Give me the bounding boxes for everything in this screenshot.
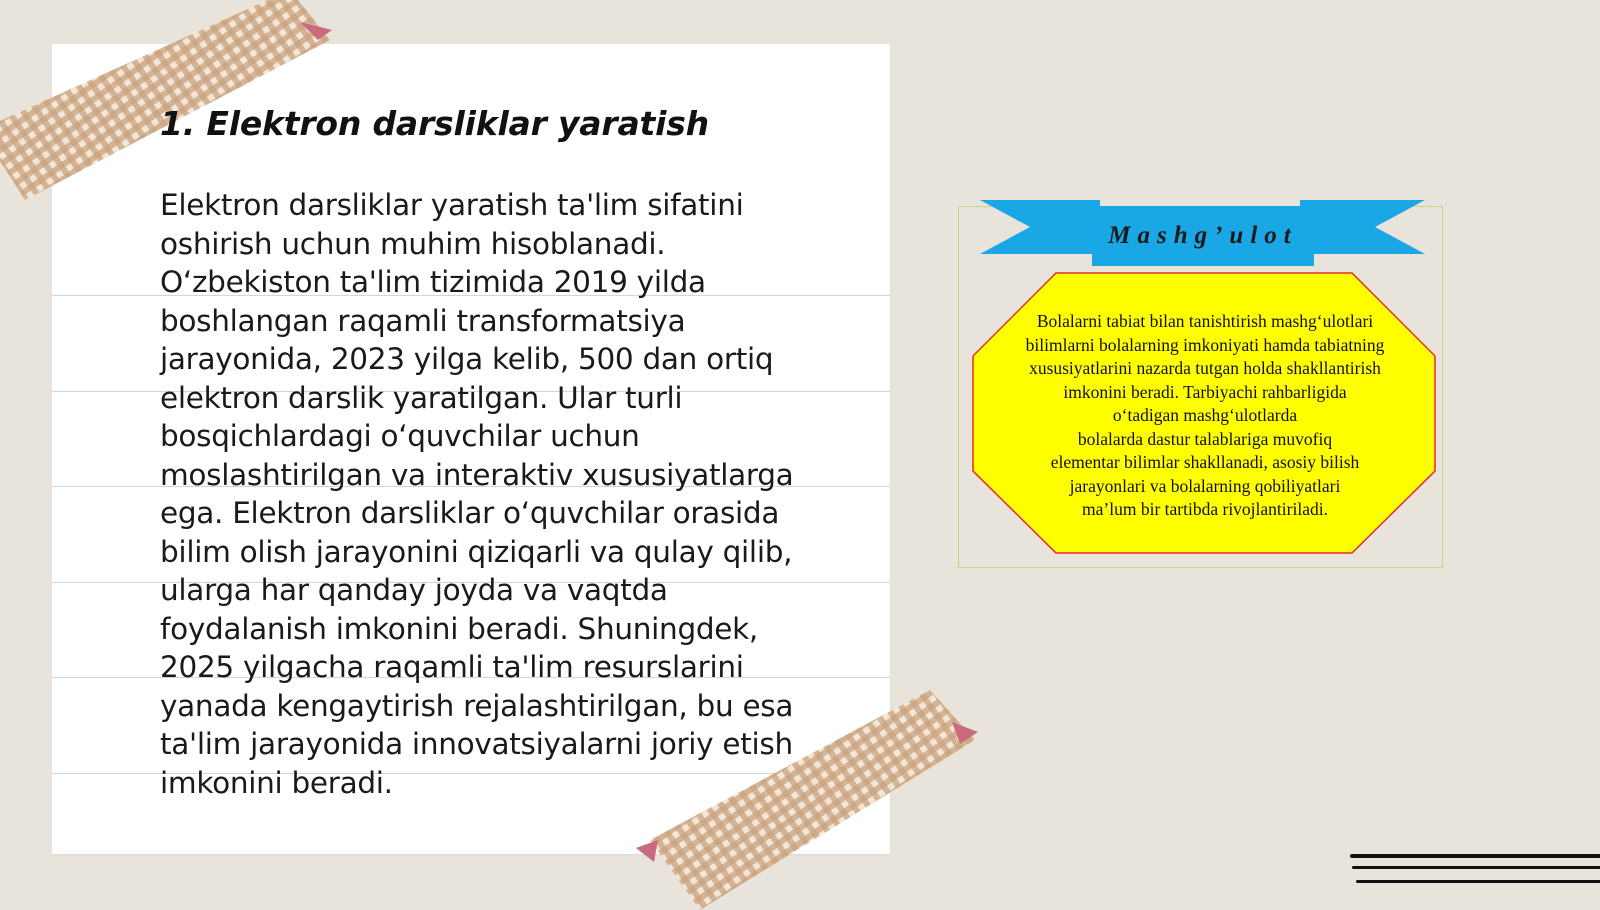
decorative-stroke (1350, 854, 1600, 858)
ribbon-left-end (980, 200, 1100, 254)
decorative-stroke (1356, 880, 1600, 883)
body-paragraph: Elektron darsliklar yaratish ta'lim sifatini oshirish uchun muhim hisoblanadi. Oʻzbekiston ta'lim tizimida 2019 yilda boshlangan raqamli transformatsiya jarayonida, 2023 yilga kelib, 500 dan ortiq elektron darslik yaratilgan. Ular turli bosqichlardagi oʻquvchilar uchun moslashtirilgan va interaktiv xususiyatlarga ega. Elektron darsliklar oʻquvchilar orasida bilim olish jarayonini qiziqarli va qulay qilib, ularga har qanday joyda va vaqtda foydalanish imkonini beradi. Shuningdek, 2025 yilgacha raqamli ta'lim resurslarini yanada kengaytirish rejalashtirilgan, bu esa ta'lim jarayonida innovatsiyalarni joriy etish imkonini beradi. (160, 188, 794, 800)
ribbon-right-end (1300, 200, 1425, 254)
octagon-text: Bolalarni tabiat bilan tanishtirish mashgʻulotlari bilimlarni bolalarning imkoniyati hamda tabiatning xususiyatlarini nazarda tutgan holda shakllantirish imkonini beradi. Tarbiyachi rahbarligida oʻtadigan mashgʻulotlarda bolalarda dastur talablariga muvofiq elementar bilimlar shakllanadi, asosiy bilish jarayonlari va bolalarning qobiliyatlari ma’lum bir tartibda rivojlantiriladi. (1025, 311, 1385, 519)
decorative-stroke (1352, 866, 1600, 869)
slide-title: 1. Elektron darsliklar yaratish (160, 104, 709, 143)
ribbon-label: Mashg’ulot (1108, 222, 1298, 249)
